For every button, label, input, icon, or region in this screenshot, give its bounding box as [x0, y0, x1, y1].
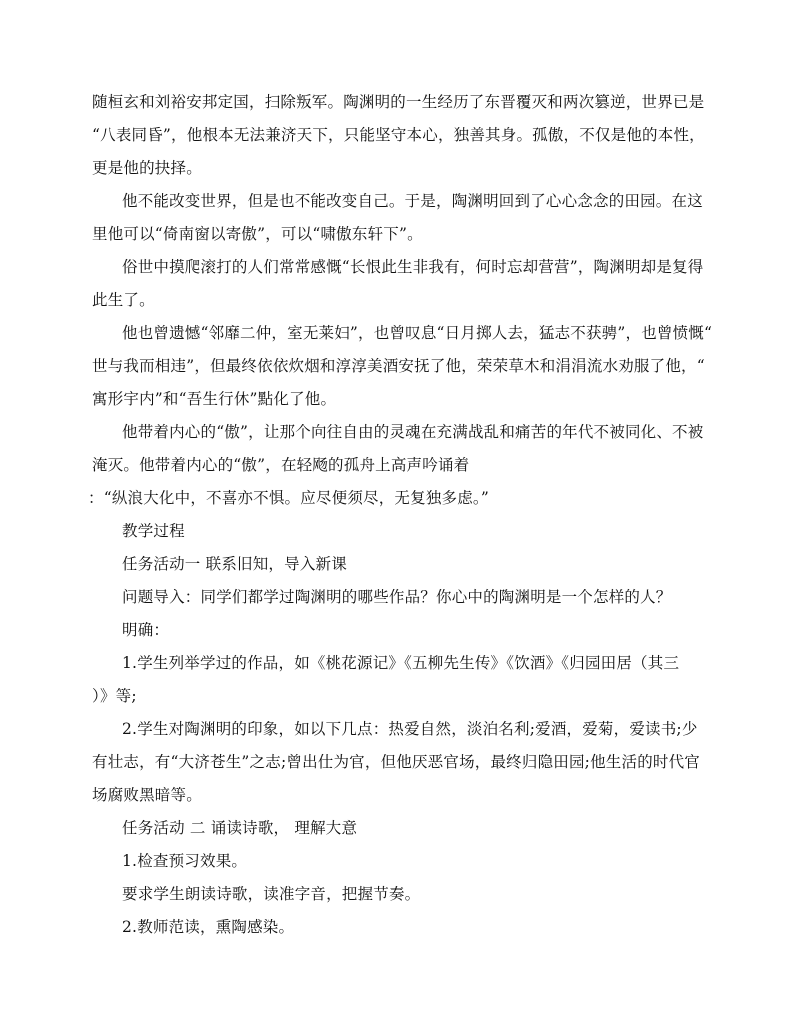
text-line: 寓形宇内”和“吾生行休”點化了他。 — [92, 390, 337, 408]
paragraph-start-line: 他也曾遗憾“邻靡二仲，室无莱妇”，也曾叹息“日月掷人去，猛志不获骋”，也曾愤慨“ — [122, 324, 713, 342]
text-line: 更是他的抉择。 — [92, 159, 202, 177]
task-heading: 任务活动 二 诵读诗歌， 理解大意 — [122, 819, 358, 837]
paragraph-start-line: 俗世中摸爬滚打的人们常常感慨“长恨此生非我有，何时忘却营营”，陶渊明却是复得 — [122, 258, 704, 276]
text-line: 场腐败黑暗等。 — [92, 786, 202, 804]
text-line: “八表同昏”，他根本无法兼济天下，只能坚守本心，独善其身。孤傲，不仅是他的本性， — [92, 126, 705, 144]
text-line: ）》等; — [92, 687, 137, 705]
paragraph-start-line: 他带着内心的“傲”，让那个向往自由的灵魂在充满战乱和痛苦的年代不被同化、不被 — [122, 423, 704, 441]
list-item: 2.教师范读，熏陶感染。 — [122, 918, 295, 936]
text-line: 淹灭。他带着内心的“傲”，在轻飏的孤舟上高声吟诵着 — [92, 456, 470, 474]
question-line: 问题导入：同学们都学过陶渊明的哪些作品？你心中的陶渊明是一个怎样的人？ — [122, 588, 672, 606]
instruction-line: 要求学生朗读诗歌，读准字音，把握节奏。 — [122, 885, 421, 903]
list-item: 1.学生列举学过的作品，如《桃花源记》《五柳先生传》《饮酒》《归园田居（其三 — [122, 654, 680, 672]
text-line: 此生了。 — [92, 291, 155, 309]
list-item: 1.检查预习效果。 — [122, 852, 248, 870]
paragraph-start-line: 他不能改变世界，但是也不能改变自己。于是，陶渊明回到了心心念念的田园。在这 — [122, 192, 703, 210]
task-heading: 任务活动一 联系旧知，导入新课 — [122, 555, 347, 573]
quote-line: ：“纵浪大化中，不喜亦不惧。应尽便须尽，无复独多虑。” — [88, 489, 489, 507]
text-line: 随桓玄和刘裕安邦定国，扫除叛军。陶渊明的一生经历了东晋覆灭和两次篡逆，世界已是 — [92, 93, 705, 111]
text-line: 里他可以“倚南窗以寄傲”，可以“啸傲东轩下”。 — [92, 225, 423, 243]
text-line: 有壮志，有“大济苍生”之志;曾出仕为官，但他厌恶官场，最终归隐田园;他生活的时代官 — [92, 753, 700, 771]
list-item: 2.学生对陶渊明的印象，如以下几点：热爱自然，淡泊名利;爱酒，爱菊，爱读书;少 — [122, 720, 698, 738]
section-heading: 教学过程 — [122, 522, 185, 540]
text-line: 世与我而相违”，但最终依依炊烟和淳淳美酒安抚了他，荣荣草木和涓涓流水劝服了他，“ — [92, 357, 705, 375]
clarify-label: 明确： — [122, 621, 170, 639]
